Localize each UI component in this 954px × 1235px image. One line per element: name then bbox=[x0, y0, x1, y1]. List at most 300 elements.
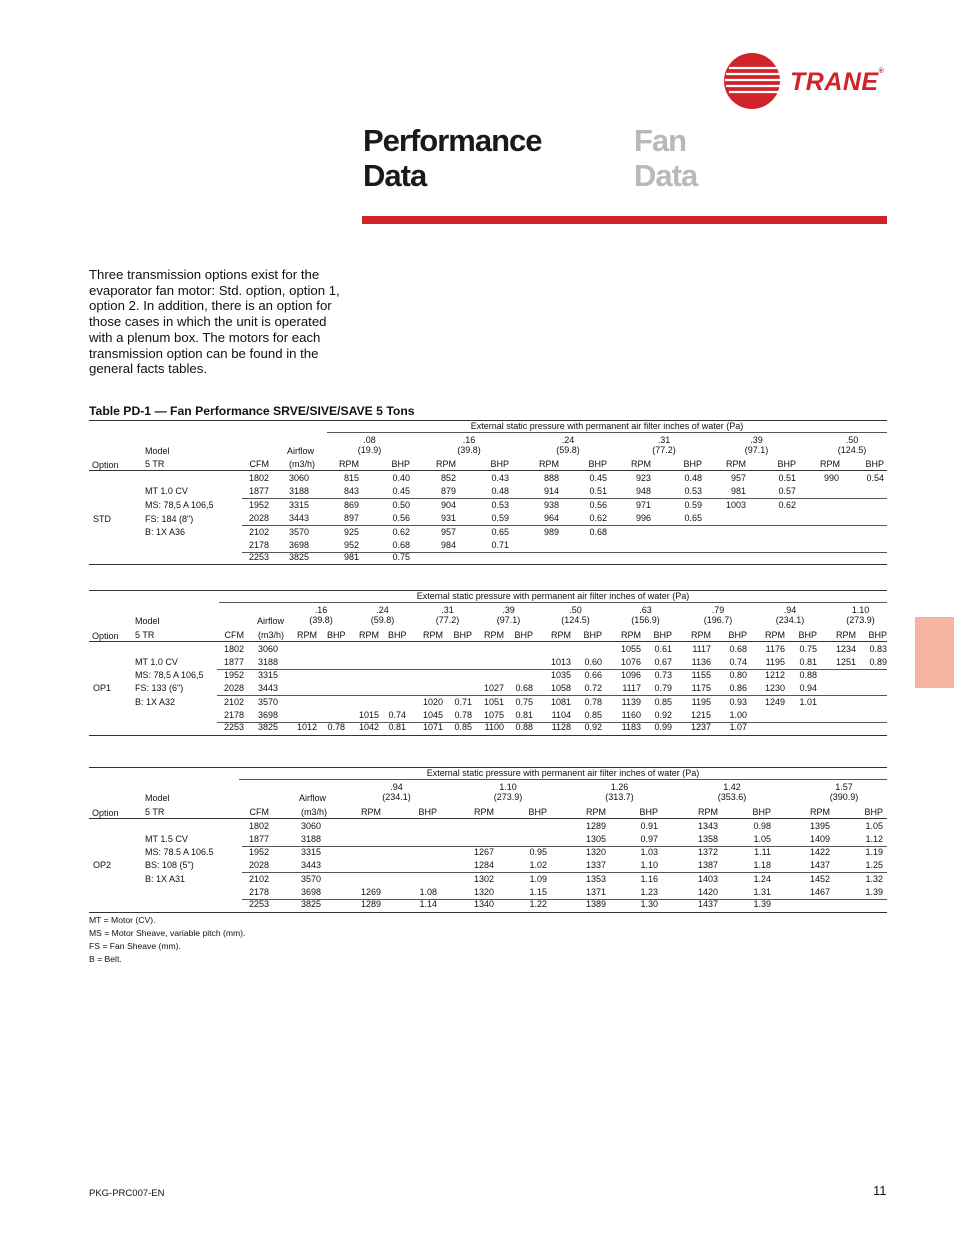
rpm-value: 1020 bbox=[423, 697, 444, 707]
fan-performance-table-std bbox=[89, 420, 887, 566]
page-title-fan-data: Fan Data bbox=[634, 123, 698, 193]
cfm-value: 2102 bbox=[248, 527, 269, 537]
static-pressure-header: External static pressure with permanent air filter inches of water (Pa) bbox=[470, 421, 744, 431]
cfm-value: 1877 bbox=[248, 834, 269, 844]
rpm-value: 971 bbox=[635, 500, 651, 510]
pressure-pa-label: (77.2) bbox=[435, 615, 460, 625]
m3h-header: (m3/h) bbox=[301, 807, 328, 817]
bhp-value: 0.73 bbox=[654, 670, 672, 680]
rpm-value: 981 bbox=[343, 552, 359, 562]
pressure-pa-label: (77.2) bbox=[652, 445, 676, 455]
rpm-value: 957 bbox=[730, 473, 746, 483]
m3h-value: 3315 bbox=[289, 500, 310, 510]
cfm-value: 1877 bbox=[248, 486, 269, 496]
rpm-value: 1051 bbox=[484, 697, 505, 707]
rpm-column-header: RPM bbox=[297, 630, 317, 640]
bhp-value: 0.74 bbox=[388, 710, 406, 720]
rpm-value: 1320 bbox=[473, 887, 494, 897]
bhp-value: 0.62 bbox=[778, 500, 796, 510]
m3h-value: 3443 bbox=[258, 683, 279, 693]
bhp-value: 0.91 bbox=[640, 821, 658, 831]
rpm-value: 1230 bbox=[764, 683, 785, 693]
bhp-value: 0.72 bbox=[584, 683, 602, 693]
pressure-inches-label: .08 bbox=[363, 435, 376, 445]
m3h-value: 3825 bbox=[301, 899, 322, 909]
bhp-value: 0.99 bbox=[654, 722, 672, 732]
cfm-value: 2253 bbox=[248, 552, 269, 562]
bhp-value: 0.85 bbox=[584, 710, 602, 720]
bhp-value: 0.48 bbox=[684, 473, 702, 483]
rpm-value: 1215 bbox=[690, 710, 711, 720]
pressure-pa-label: (59.8) bbox=[556, 445, 580, 455]
bhp-value: 0.66 bbox=[584, 670, 602, 680]
rpm-value: 1015 bbox=[359, 710, 380, 720]
pressure-pa-label: (234.1) bbox=[382, 792, 411, 802]
header-bottom-rule bbox=[89, 818, 887, 819]
bhp-value: 0.65 bbox=[491, 527, 509, 537]
m3h-value: 3570 bbox=[258, 697, 279, 707]
bhp-value: 0.54 bbox=[866, 473, 884, 483]
page-title-performance-data: Performance Data bbox=[363, 123, 542, 193]
bhp-value: 1.03 bbox=[640, 847, 658, 857]
bhp-value: 0.97 bbox=[640, 834, 658, 844]
bhp-value: 0.83 bbox=[869, 644, 887, 654]
rpm-value: 1003 bbox=[725, 500, 746, 510]
pressure-inches-label: 1.42 bbox=[723, 782, 741, 792]
bhp-column-header: BHP bbox=[868, 630, 887, 640]
model-sub-header: 5 TR bbox=[145, 807, 165, 817]
rpm-column-header: RPM bbox=[691, 630, 711, 640]
note-b: B = Belt. bbox=[89, 954, 122, 964]
cfm-header: CFM bbox=[224, 630, 244, 640]
rpm-value: 1117 bbox=[622, 683, 641, 693]
rpm-value: 843 bbox=[343, 486, 359, 496]
bhp-value: 0.80 bbox=[729, 670, 747, 680]
rpm-column-header: RPM bbox=[698, 807, 718, 817]
cfm-value: 2178 bbox=[248, 540, 269, 550]
table-bottom-rule bbox=[89, 735, 887, 736]
bhp-value: 0.60 bbox=[584, 657, 602, 667]
rpm-value: 964 bbox=[543, 513, 559, 523]
cfm-value: 2178 bbox=[248, 887, 269, 897]
bhp-value: 0.50 bbox=[392, 500, 410, 510]
rpm-value: 1195 bbox=[691, 697, 711, 707]
model-spec: MT 1.0 CV bbox=[135, 657, 178, 667]
rpm-value: 1289 bbox=[360, 899, 381, 909]
pressure-inches-label: .31 bbox=[657, 435, 671, 445]
rpm-column-header: RPM bbox=[631, 459, 651, 469]
rpm-value: 1420 bbox=[697, 887, 718, 897]
rpm-value: 1403 bbox=[697, 874, 718, 884]
rpm-value: 981 bbox=[730, 486, 746, 496]
pressure-inches-label: .63 bbox=[639, 605, 652, 615]
bhp-value: 0.62 bbox=[392, 527, 410, 537]
rpm-value: 1340 bbox=[473, 899, 494, 909]
cfm-value: 2028 bbox=[248, 513, 269, 523]
cfm-value: 2102 bbox=[223, 697, 244, 707]
rpm-value: 925 bbox=[343, 527, 359, 537]
rpm-value: 1467 bbox=[809, 887, 830, 897]
rpm-value: 990 bbox=[823, 473, 839, 483]
bhp-value: 1.10 bbox=[640, 860, 658, 870]
rpm-value: 989 bbox=[543, 527, 559, 537]
bhp-value: 0.67 bbox=[654, 657, 672, 667]
note-mt: MT = Motor (CV). bbox=[89, 915, 156, 925]
model-spec: MS: 78,5 A 106,5 bbox=[145, 500, 214, 510]
rpm-column-header: RPM bbox=[359, 630, 379, 640]
bhp-value: 0.45 bbox=[589, 473, 607, 483]
airflow-header: Airflow bbox=[257, 616, 285, 626]
row-separator bbox=[242, 872, 887, 873]
rpm-value: 869 bbox=[343, 500, 359, 510]
pressure-pa-label: (124.5) bbox=[561, 615, 590, 625]
rpm-value: 1136 bbox=[691, 657, 711, 667]
static-pressure-header-rule bbox=[327, 432, 887, 433]
pressure-pa-label: (313.7) bbox=[605, 792, 634, 802]
bhp-value: 0.81 bbox=[515, 710, 533, 720]
bhp-value: 1.08 bbox=[419, 887, 437, 897]
cfm-value: 2028 bbox=[223, 683, 244, 693]
m3h-value: 3825 bbox=[258, 722, 279, 732]
bhp-value: 1.23 bbox=[640, 887, 658, 897]
pressure-inches-label: 1.57 bbox=[835, 782, 853, 792]
bhp-column-header: BHP bbox=[588, 459, 607, 469]
bhp-value: 1.11 bbox=[754, 847, 771, 857]
bhp-value: 0.89 bbox=[869, 657, 887, 667]
intro-paragraph: Three transmission options exist for the evaporator fan motor: Std. option, option 1, option 2. In addition, there is an option for those cases in which the unit is operated with a plenum box. The motors for each transmission option can be found in the general facts tables. bbox=[89, 267, 340, 377]
rpm-value: 984 bbox=[440, 540, 456, 550]
rpm-value: 1409 bbox=[809, 834, 830, 844]
bhp-column-header: BHP bbox=[490, 459, 509, 469]
rpm-value: 914 bbox=[543, 486, 559, 496]
rpm-column-header: RPM bbox=[361, 807, 381, 817]
rpm-value: 1081 bbox=[550, 697, 571, 707]
bhp-column-header: BHP bbox=[583, 630, 602, 640]
option-code: OP1 bbox=[93, 683, 112, 693]
cfm-value: 2102 bbox=[248, 874, 269, 884]
model-spec: B: 1X A32 bbox=[135, 697, 176, 707]
model-spec: B: 1X A36 bbox=[145, 527, 186, 537]
m3h-value: 3060 bbox=[289, 473, 310, 483]
rpm-value: 1055 bbox=[620, 644, 641, 654]
m3h-value: 3443 bbox=[301, 860, 322, 870]
rpm-value: 1100 bbox=[484, 722, 504, 732]
rpm-value: 1251 bbox=[835, 657, 856, 667]
bhp-value: 0.79 bbox=[654, 683, 672, 693]
rpm-value: 1058 bbox=[550, 683, 571, 693]
bhp-value: 1.02 bbox=[529, 860, 547, 870]
bhp-value: 1.16 bbox=[640, 874, 658, 884]
rpm-column-header: RPM bbox=[586, 807, 606, 817]
pressure-inches-label: .24 bbox=[376, 605, 389, 615]
rpm-value: 1234 bbox=[835, 644, 856, 654]
bhp-value: 0.61 bbox=[654, 644, 672, 654]
rpm-value: 1389 bbox=[585, 899, 606, 909]
bhp-value: 0.88 bbox=[515, 722, 533, 732]
pressure-pa-label: (39.8) bbox=[457, 445, 481, 455]
rpm-value: 1042 bbox=[359, 722, 380, 732]
bhp-value: 0.40 bbox=[392, 473, 410, 483]
bhp-column-header: BHP bbox=[653, 630, 672, 640]
rpm-value: 1320 bbox=[585, 847, 606, 857]
rpm-value: 1343 bbox=[697, 821, 718, 831]
bhp-value: 1.24 bbox=[753, 874, 771, 884]
pressure-pa-label: (196.7) bbox=[703, 615, 733, 625]
rpm-column-header: RPM bbox=[539, 459, 559, 469]
row-separator bbox=[242, 846, 887, 847]
rpm-value: 1249 bbox=[764, 697, 785, 707]
m3h-value: 3443 bbox=[289, 513, 310, 523]
cfm-value: 2253 bbox=[248, 899, 269, 909]
bhp-value: 0.43 bbox=[491, 473, 509, 483]
rpm-value: 904 bbox=[440, 500, 456, 510]
rpm-value: 815 bbox=[343, 473, 359, 483]
rpm-value: 1076 bbox=[620, 657, 641, 667]
note-ms: MS = Motor Sheave, variable pitch (mm). bbox=[89, 928, 246, 938]
bhp-column-header: BHP bbox=[728, 630, 747, 640]
pressure-inches-label: 1.10 bbox=[499, 782, 517, 792]
m3h-header: (m3/h) bbox=[289, 459, 316, 469]
rpm-value: 931 bbox=[440, 513, 456, 523]
rpm-value: 923 bbox=[635, 473, 651, 483]
rpm-value: 1075 bbox=[484, 710, 505, 720]
pressure-pa-label: (353.6) bbox=[717, 792, 747, 802]
bhp-value: 1.32 bbox=[865, 874, 883, 884]
pressure-inches-label: .79 bbox=[711, 605, 725, 615]
bhp-value: 0.53 bbox=[684, 486, 702, 496]
m3h-value: 3188 bbox=[301, 834, 322, 844]
m3h-value: 3698 bbox=[289, 540, 310, 550]
bhp-value: 0.68 bbox=[729, 644, 747, 654]
bhp-value: 0.98 bbox=[753, 821, 771, 831]
option-header: Option bbox=[92, 808, 119, 818]
rpm-value: 879 bbox=[440, 486, 456, 496]
rpm-value: 952 bbox=[343, 540, 359, 550]
model-spec: FS: 133 (6") bbox=[135, 683, 184, 693]
rpm-value: 1371 bbox=[585, 887, 606, 897]
bhp-value: 0.93 bbox=[729, 697, 747, 707]
bhp-value: 1.00 bbox=[729, 710, 747, 720]
rpm-value: 897 bbox=[343, 513, 359, 523]
model-spec: FS: 184 (8") bbox=[145, 514, 194, 524]
bhp-column-header: BHP bbox=[418, 807, 437, 817]
bhp-value: 0.75 bbox=[799, 644, 817, 654]
rpm-column-header: RPM bbox=[621, 630, 641, 640]
model-sub-header: 5 TR bbox=[145, 459, 165, 469]
cfm-header: CFM bbox=[249, 459, 269, 469]
page-number: 11 bbox=[873, 1183, 887, 1198]
pressure-inches-label: .94 bbox=[783, 605, 797, 615]
rpm-value: 1176 bbox=[765, 644, 785, 654]
bhp-value: 0.51 bbox=[778, 473, 796, 483]
pressure-inches-label: .94 bbox=[390, 782, 403, 792]
rpm-value: 1155 bbox=[691, 670, 711, 680]
pressure-pa-label: (59.8) bbox=[370, 615, 395, 625]
option-header: Option bbox=[92, 631, 119, 641]
rpm-column-header: RPM bbox=[423, 630, 443, 640]
bhp-column-header: BHP bbox=[683, 459, 702, 469]
model-spec: MT 1.5 CV bbox=[145, 834, 188, 844]
m3h-value: 3060 bbox=[301, 821, 322, 831]
m3h-value: 3060 bbox=[258, 644, 279, 654]
bhp-column-header: BHP bbox=[528, 807, 547, 817]
bhp-column-header: BHP bbox=[453, 630, 472, 640]
m3h-value: 3188 bbox=[289, 486, 310, 496]
cfm-value: 2178 bbox=[223, 710, 244, 720]
pressure-pa-label: (156.9) bbox=[631, 615, 660, 625]
cfm-header: CFM bbox=[249, 807, 269, 817]
bhp-value: 1.09 bbox=[529, 874, 547, 884]
pressure-pa-label: (273.9) bbox=[493, 792, 523, 802]
bhp-value: 1.39 bbox=[865, 887, 883, 897]
rpm-value: 1437 bbox=[697, 899, 718, 909]
rpm-column-header: RPM bbox=[474, 807, 494, 817]
bhp-column-header: BHP bbox=[864, 807, 883, 817]
table-bottom-rule bbox=[89, 564, 887, 565]
bhp-value: 0.59 bbox=[491, 513, 509, 523]
bhp-column-header: BHP bbox=[639, 807, 658, 817]
model-header: Model bbox=[135, 616, 160, 626]
airflow-header: Airflow bbox=[299, 793, 327, 803]
cfm-value: 1802 bbox=[248, 473, 269, 483]
bhp-column-header: BHP bbox=[391, 459, 410, 469]
rpm-value: 1212 bbox=[764, 670, 785, 680]
rpm-column-header: RPM bbox=[551, 630, 571, 640]
rpm-value: 852 bbox=[440, 473, 456, 483]
model-spec: B: 1X A31 bbox=[145, 874, 186, 884]
m3h-value: 3188 bbox=[258, 657, 279, 667]
bhp-value: 0.78 bbox=[454, 710, 472, 720]
rpm-value: 1289 bbox=[585, 821, 606, 831]
option-code: STD bbox=[93, 514, 111, 524]
rpm-value: 1267 bbox=[473, 847, 494, 857]
bhp-value: 1.30 bbox=[640, 899, 658, 909]
bhp-column-header: BHP bbox=[865, 459, 884, 469]
rpm-column-header: RPM bbox=[836, 630, 856, 640]
bhp-value: 1.22 bbox=[529, 899, 547, 909]
note-fs: FS = Fan Sheave (mm). bbox=[89, 941, 181, 951]
model-header: Model bbox=[145, 793, 170, 803]
bhp-value: 0.78 bbox=[327, 722, 345, 732]
rpm-value: 1128 bbox=[551, 722, 571, 732]
model-sub-header: 5 TR bbox=[135, 630, 155, 640]
static-pressure-header-rule bbox=[239, 779, 887, 780]
table-bottom-rule bbox=[89, 912, 887, 913]
rpm-value: 1372 bbox=[697, 847, 718, 857]
rpm-value: 1305 bbox=[585, 834, 606, 844]
rpm-value: 1437 bbox=[809, 860, 830, 870]
rpm-value: 996 bbox=[635, 513, 651, 523]
rpm-value: 1175 bbox=[691, 683, 711, 693]
rpm-column-header: RPM bbox=[339, 459, 359, 469]
bhp-value: 1.12 bbox=[865, 834, 883, 844]
bhp-value: 1.25 bbox=[865, 860, 883, 870]
title-underline-bar bbox=[362, 216, 887, 224]
bhp-value: 0.81 bbox=[388, 722, 406, 732]
bhp-value: 0.85 bbox=[654, 697, 672, 707]
bhp-value: 0.71 bbox=[454, 697, 472, 707]
cfm-value: 1802 bbox=[223, 644, 244, 654]
rpm-value: 1358 bbox=[697, 834, 718, 844]
option-code: OP2 bbox=[93, 860, 112, 870]
pressure-inches-label: .39 bbox=[750, 435, 763, 445]
rpm-column-header: RPM bbox=[820, 459, 840, 469]
m3h-value: 3570 bbox=[289, 527, 310, 537]
pressure-pa-label: (124.5) bbox=[837, 445, 867, 455]
row-separator bbox=[217, 695, 887, 696]
airflow-header: Airflow bbox=[287, 446, 315, 456]
bhp-value: 0.92 bbox=[584, 722, 602, 732]
bhp-value: 0.57 bbox=[778, 486, 796, 496]
rpm-value: 1117 bbox=[692, 644, 711, 654]
bhp-value: 0.56 bbox=[392, 513, 410, 523]
fan-performance-table-op1 bbox=[89, 590, 887, 737]
cfm-value: 1952 bbox=[223, 670, 244, 680]
bhp-column-header: BHP bbox=[514, 630, 533, 640]
bhp-column-header: BHP bbox=[752, 807, 771, 817]
option-header: Option bbox=[92, 460, 119, 470]
bhp-value: 1.19 bbox=[865, 847, 883, 857]
bhp-value: 1.18 bbox=[753, 860, 771, 870]
bhp-value: 0.48 bbox=[491, 486, 509, 496]
pressure-pa-label: (273.9) bbox=[846, 615, 875, 625]
rpm-column-header: RPM bbox=[484, 630, 504, 640]
static-pressure-header: External static pressure with permanent air filter inches of water (Pa) bbox=[426, 768, 700, 778]
rpm-value: 1195 bbox=[765, 657, 785, 667]
rpm-value: 1337 bbox=[585, 860, 606, 870]
model-spec: MS: 78.5 A 106.5 bbox=[145, 847, 214, 857]
bhp-value: 1.05 bbox=[865, 821, 883, 831]
m3h-value: 3825 bbox=[289, 552, 310, 562]
model-spec: BS: 108 (5") bbox=[145, 860, 194, 870]
bhp-value: 0.68 bbox=[515, 683, 533, 693]
bhp-value: 0.68 bbox=[589, 527, 607, 537]
bhp-value: 0.75 bbox=[515, 697, 533, 707]
section-side-tab bbox=[915, 617, 954, 688]
rpm-value: 1183 bbox=[621, 722, 641, 732]
rpm-value: 888 bbox=[543, 473, 559, 483]
m3h-header: (m3/h) bbox=[258, 630, 285, 640]
cfm-value: 2253 bbox=[223, 722, 244, 732]
cfm-value: 1877 bbox=[223, 657, 244, 667]
bhp-value: 0.53 bbox=[491, 500, 509, 510]
bhp-value: 0.62 bbox=[589, 513, 607, 523]
rpm-value: 1071 bbox=[423, 722, 444, 732]
table-caption: Table PD-1 — Fan Performance SRVE/SIVE/SAVE 5 Tons bbox=[89, 404, 415, 418]
pressure-pa-label: (234.1) bbox=[775, 615, 805, 625]
fan-performance-table-op2 bbox=[89, 767, 887, 914]
model-spec: MT 1.0 CV bbox=[145, 486, 188, 496]
pressure-inches-label: .50 bbox=[845, 435, 859, 445]
rpm-value: 1302 bbox=[473, 874, 494, 884]
bhp-value: 0.78 bbox=[584, 697, 602, 707]
static-pressure-header: External static pressure with permanent air filter inches of water (Pa) bbox=[416, 591, 690, 601]
pressure-pa-label: (97.1) bbox=[744, 445, 769, 455]
m3h-value: 3698 bbox=[301, 887, 322, 897]
rpm-column-header: RPM bbox=[765, 630, 785, 640]
pressure-inches-label: .24 bbox=[561, 435, 575, 445]
bhp-column-header: BHP bbox=[327, 630, 346, 640]
pressure-inches-label: .31 bbox=[441, 605, 454, 615]
bhp-value: 0.45 bbox=[392, 486, 410, 496]
trane-brand-wordmark: TRANE® bbox=[790, 68, 885, 96]
bhp-value: 0.95 bbox=[529, 847, 547, 857]
pressure-pa-label: (97.1) bbox=[496, 615, 521, 625]
rpm-value: 1422 bbox=[809, 847, 830, 857]
pressure-inches-label: .16 bbox=[314, 605, 328, 615]
bhp-value: 1.15 bbox=[529, 887, 547, 897]
m3h-value: 3570 bbox=[301, 874, 322, 884]
